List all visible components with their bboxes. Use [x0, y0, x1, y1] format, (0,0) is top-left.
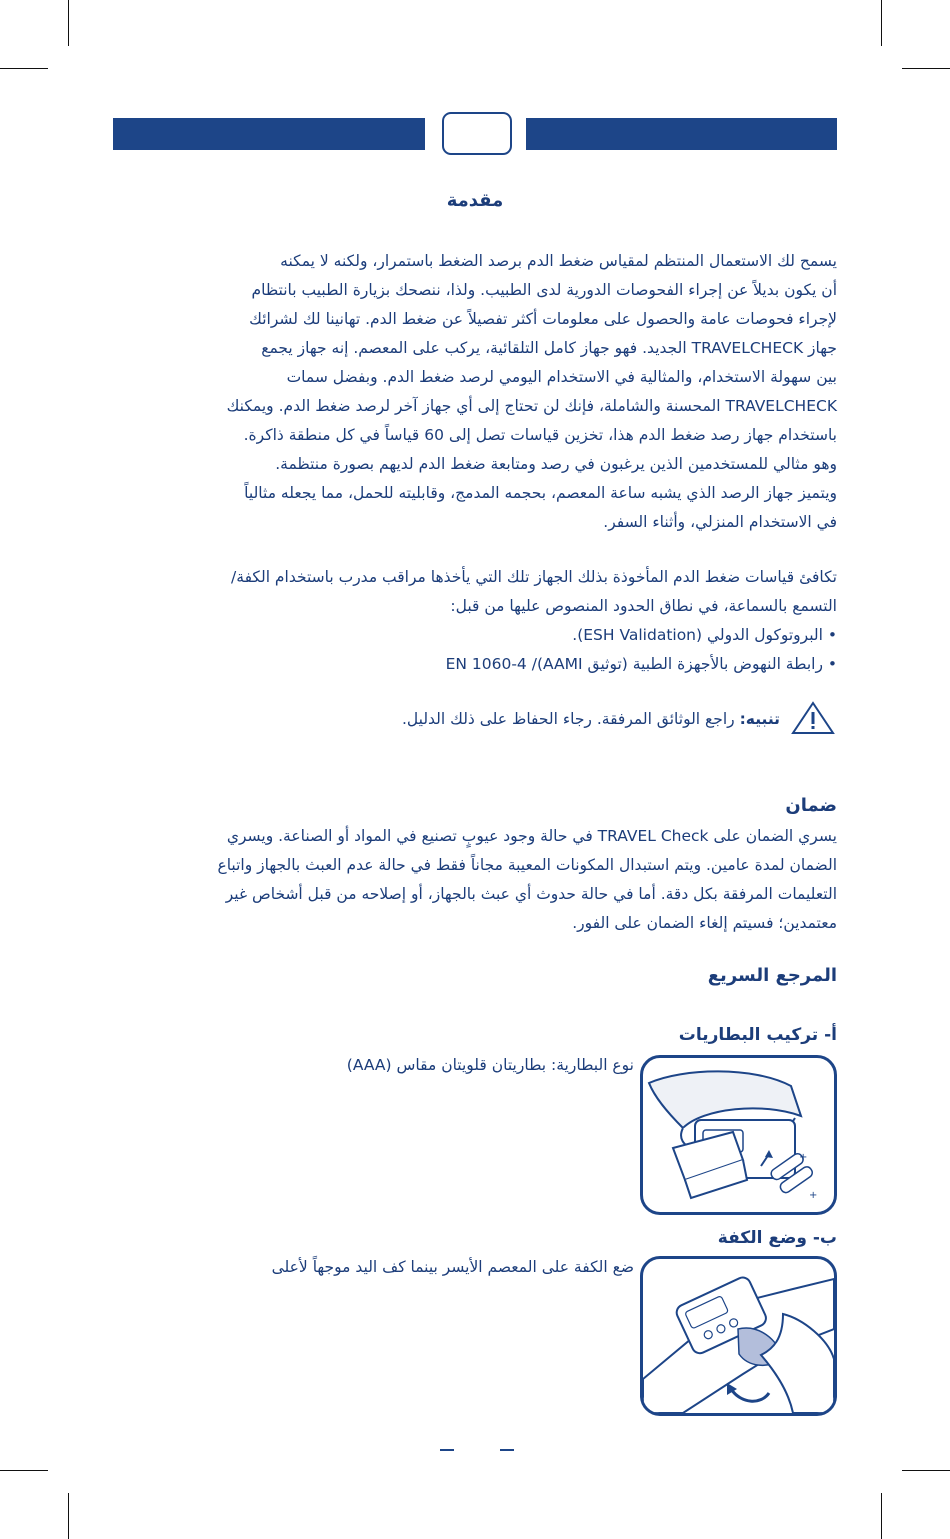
crop-mark: [0, 68, 48, 69]
svg-text:+: +: [809, 1190, 818, 1201]
validation-line: التسمع بالسماعة، في نطاق الحدود المنصوص عليها من قبل:: [450, 597, 837, 615]
crop-mark: [68, 1493, 69, 1539]
intro-line: باستخدام جهاز رصد ضغط الدم هذا، تخزين قياسات تصل إلى 60 قياساً في كل منطقة ذاكرة.: [243, 426, 837, 444]
validation-bullet: • البروتوكول الدولي (ESH Validation).: [572, 626, 837, 644]
crop-mark: [68, 0, 69, 46]
quick-ref-title: المرجع السريع: [707, 965, 837, 986]
step-a-text: نوع البطارية: بطاريتان قلويتان مقاس (AAA): [346, 1056, 634, 1074]
warranty-paragraph: [113, 822, 837, 938]
footer-dash: [440, 1449, 454, 1451]
validation-paragraph: [113, 563, 837, 679]
svg-text:+: +: [799, 1152, 808, 1163]
cuff-figure: [640, 1256, 837, 1416]
intro-line: في الاستخدام المنزلي، وأثناء السفر.: [603, 513, 837, 531]
step-a-title: أ- تركيب البطاريات: [678, 1025, 837, 1045]
intro-line: وهو مثالي للمستخدمين الذين يرغبون في رصد ومتابعة ضغط الدم لديهم بصورة منتظمة.: [275, 455, 837, 473]
intro-line: ويتميز جهاز الرصد الذي يشبه ساعة المعصم، بحجمه المدمج، وقابليته للحمل، مما يجعله مثالياً: [244, 484, 837, 502]
intro-line: بين سهولة الاستخدام، والمثالية في الاستخدام اليومي لرصد ضغط الدم. وبفضل سمات: [286, 368, 837, 386]
warranty-line: التعليمات المرفقة بكل دقة. أما في حالة حدوث أي عبث بالجهاز، أو إصلاحه من قبل أشخاص غير: [225, 885, 837, 903]
warning-triangle-icon: [790, 700, 836, 736]
intro-paragraph: [113, 247, 837, 537]
header-band-left: [113, 118, 425, 150]
intro-line: جهاز TRAVELCHECK الجديد. فهو جهاز كامل التلقائية، يركب على المعصم. إنه جهاز يجمع: [261, 339, 837, 357]
intro-line: لإجراء فحوصات عامة والحصول على معلومات أكثر تفصيلاً عن ضغط الدم. تهانينا لك لشرائك: [249, 310, 837, 328]
validation-bullet: • رابطة النهوض بالأجهزة الطبية (توثيق AAMI)/ EN 1060-4: [445, 655, 837, 673]
battery-figure: [640, 1055, 837, 1215]
caution-text: راجع الوثائق المرفقة. رجاء الحفاظ على ذلك الدليل.: [401, 710, 740, 728]
intro-line: TRAVELCHECK المحسنة والشاملة، فإنك لن تحتاج إلى أي جهاز آخر لرصد ضغط الدم. ويمكنك: [226, 397, 837, 415]
crop-mark: [0, 1470, 48, 1471]
intro-line: يسمح لك الاستعمال المنتظم لمقياس ضغط الدم برصد الضغط باستمرار، ولكنه لا يمكنه: [280, 252, 837, 270]
intro-title: مقدمة: [446, 190, 504, 211]
warranty-line: يسري الضمان على TRAVEL Check في حالة وجود عيوبٍ تصنيع في المواد أو الصناعة. ويسري: [226, 827, 837, 845]
footer-dash: [500, 1449, 514, 1451]
header-band-right: [526, 118, 837, 150]
step-b-text: ضع الكفة على المعصم الأيسر بينما كف اليد موجهاً لأعلى: [271, 1258, 634, 1276]
warranty-line: معتمدين؛ فسيتم إلغاء الضمان على الفور.: [572, 914, 837, 932]
crop-mark: [902, 68, 950, 69]
step-b-title: ب- وضع الكفة: [717, 1228, 837, 1248]
crop-mark: [881, 0, 882, 46]
validation-line: تكافئ قياسات ضغط الدم المأخوذة بذلك الجهاز تلك التي يأخذها مراقب مدرب باستخدام الكفة/: [231, 568, 837, 586]
caution-note: [200, 705, 780, 734]
crop-mark: [881, 1493, 882, 1539]
intro-line: أن يكون بديلاً عن إجراء الفحوصات الدورية لدى الطبيب. ولذا، ننصحك بزيارة الطبيب بانتظام: [251, 281, 837, 299]
crop-mark: [902, 1470, 950, 1471]
caution-label: تنبيه:: [739, 710, 780, 728]
page-number-box: [442, 112, 512, 155]
warranty-title: ضمان: [785, 795, 837, 816]
warranty-line: الضمان لمدة عامين. ويتم استبدال المكونات المعيبة مجاناً فقط في حالة عدم العبث بالجهاز واتباع: [217, 856, 837, 874]
